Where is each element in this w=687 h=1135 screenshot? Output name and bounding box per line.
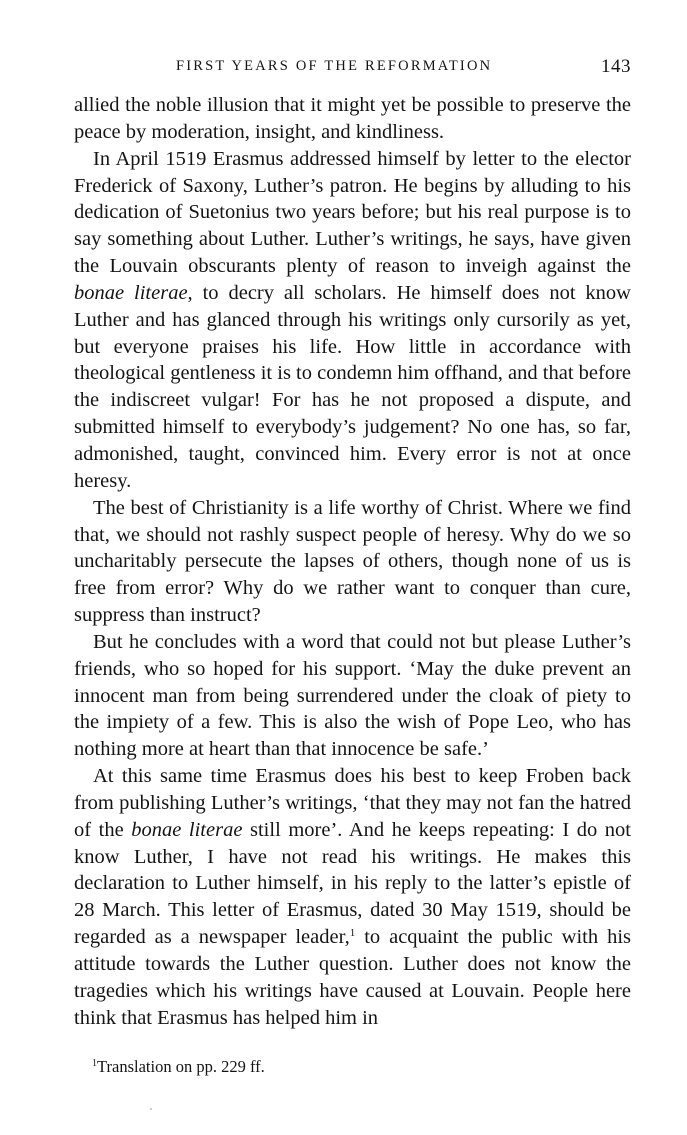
paragraph-text: In April 1519 Erasmus addressed himself by letter to the elector Frederick of Saxony, Luther’s patron. He begins by alluding to his dedication of Suetonius two years before; but his real purpose is to say something about Luther. Luther’s writings, he says, have given the Louvain obscurants plenty of reason to inveigh against the <box>74 147 631 278</box>
footnote-reference: 1 <box>349 927 356 940</box>
paragraph-froben <box>74 763 631 1031</box>
paragraph-text: to acquaint the public with his attitude towards the Luther question. Luther does not know the tragedies which his writings have caused at Louvain. People here think that Erasmus has helped him in <box>74 926 631 1029</box>
page-number: 143 <box>601 56 631 77</box>
paragraph-text: , to decry all scholars. He himself does not know Luther and has glanced through his writings only cursorily as yet, but everyone praises his life. How little in accordance with theological gentleness it is to condemn him offhand, and that before the indiscreet vulgar! For has he not proposed a dispute, and submitted himself to everybody’s judgement? No one has, so far, admonished, taught, convinced him. Every error is not at once heresy. <box>74 281 631 492</box>
running-head <box>76 58 631 82</box>
print-speck <box>150 1108 152 1110</box>
paragraph-conclusion <box>74 629 631 763</box>
body-text <box>74 92 631 1032</box>
paragraph-continuation <box>74 92 631 146</box>
footnote-text: Translation on pp. 229 ff. <box>97 1057 265 1076</box>
footnote-marker: 1 <box>92 1058 97 1069</box>
paragraph-text: still more’. And he keeps repeating: I do not know Luther, I have not read his writings. He makes this declaration to Luther himself, in his reply to the latter’s epistle of 28 March. This letter of Erasmus, dated 30 May 1519, should be regarded as a newspaper leader, <box>74 818 632 949</box>
paragraph-text: At this same time Erasmus does his best to keep Froben back from publishing Luther’s writings, ‘that they may not fan the hatred of the <box>74 765 631 841</box>
paragraph-text: allied the noble illusion that it might yet be possible to preserve the peace by moderation, insight, and kindliness. <box>74 94 631 143</box>
italic-phrase: bonae literae <box>74 281 188 304</box>
paragraph-text: The best of Christianity is a life worthy of Christ. Where we find that, we should not rashly suspect people of heresy. Why do we so uncharitably persecute the lapses of others, though none of us is free from error? Why do we rather want to conquer than cure, suppress than instruct? <box>74 496 631 627</box>
footnote <box>92 1056 632 1078</box>
paragraph-christianity <box>74 495 631 629</box>
running-title: FIRST YEARS OF THE REFORMATION <box>176 58 493 74</box>
paragraph-text: But he concludes with a word that could not but please Luther’s friends, who so hoped for his support. ‘May the duke prevent an innocent man from being surrendered under the cloak of piety to the impiety of a few. This is also the wish of Pope Leo, who has nothing more at heart than that innocence be safe.’ <box>74 630 631 761</box>
paragraph-letter-to-frederick <box>74 146 631 495</box>
italic-phrase: bonae literae <box>131 818 243 841</box>
